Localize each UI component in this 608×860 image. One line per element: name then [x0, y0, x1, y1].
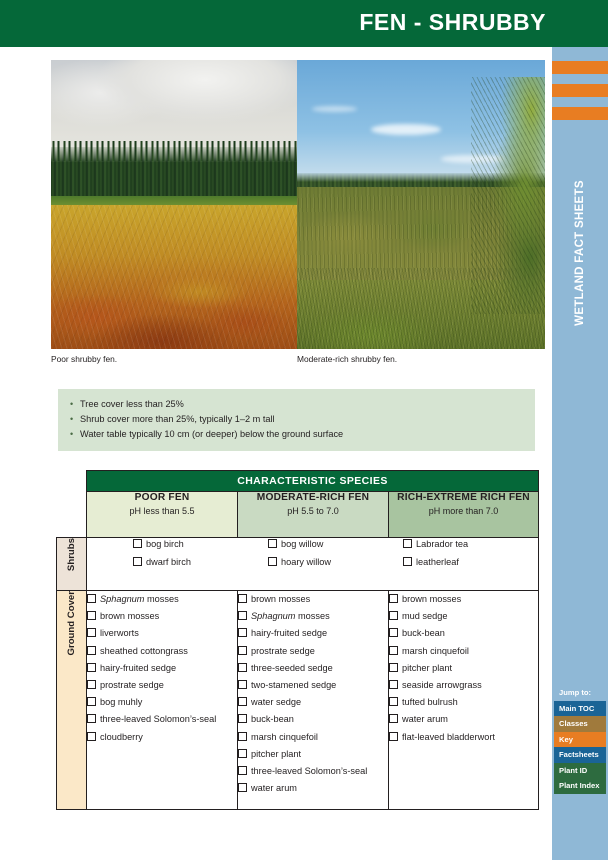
species-name: hairy-fruited sedge: [251, 628, 328, 639]
species-checkbox-row[interactable]: [268, 556, 403, 570]
species-checkbox-row[interactable]: [87, 729, 237, 746]
checkbox-icon[interactable]: [238, 646, 247, 655]
jump-button-plant-id[interactable]: Plant ID: [554, 763, 606, 779]
sidebar-stripe-3: [552, 107, 608, 120]
species-checkbox-row[interactable]: [238, 608, 388, 625]
characteristic-species-table: [56, 470, 539, 814]
species-checkbox-row[interactable]: [87, 608, 237, 625]
species-checkbox-row[interactable]: [238, 780, 388, 797]
column-header-poor-fen: [87, 492, 238, 538]
column-header-moderate-rich-fen-ph: pH 5.5 to 7.0: [287, 506, 339, 516]
bullet-icon: •: [70, 399, 74, 409]
checkbox-icon[interactable]: [389, 611, 398, 620]
species-checkbox-row[interactable]: [389, 660, 538, 677]
species-checkbox-row[interactable]: [389, 694, 538, 711]
species-checkbox-row[interactable]: [238, 591, 388, 608]
table-corner-spacer-2: [57, 492, 87, 538]
bullet-icon: •: [70, 414, 74, 425]
species-name: brown mosses: [100, 611, 160, 622]
species-name: water sedge: [251, 697, 302, 708]
checkbox-icon[interactable]: [87, 680, 96, 689]
checkbox-icon[interactable]: [268, 557, 277, 566]
species-checkbox-row[interactable]: [87, 677, 237, 694]
key-feature-item: [70, 427, 535, 442]
photo-caption-right: Moderate-rich shrubby fen.: [297, 354, 398, 364]
species-checkbox-row[interactable]: [87, 711, 237, 728]
photo2-cloud-1: [371, 124, 440, 136]
species-list-poor-fen: [87, 591, 237, 746]
species-name: pitcher plant: [251, 748, 302, 759]
species-checkbox-row[interactable]: [133, 538, 268, 552]
jump-button-classes[interactable]: Classes: [554, 716, 606, 732]
species-name: brown mosses: [402, 594, 462, 604]
bullet-icon: •: [70, 429, 74, 440]
species-name: mosses: [295, 611, 330, 622]
checkbox-icon[interactable]: [238, 680, 247, 689]
species-checkbox-row[interactable]: [389, 729, 538, 746]
ground-cover-cell-moderate-rich-fen: [238, 591, 389, 810]
species-checkbox-row[interactable]: [87, 591, 237, 608]
species-checkbox-row[interactable]: [87, 643, 237, 660]
column-header-poor-fen-ph: pH less than 5.5: [129, 506, 195, 516]
species-checkbox-row[interactable]: [87, 625, 237, 642]
jump-button-plant-index[interactable]: Plant Index: [554, 778, 606, 794]
row-label-shrubs-text: Shrubs: [66, 538, 77, 572]
photo1-ground-texture: [51, 205, 299, 350]
species-name: buck-bean: [402, 628, 445, 639]
sidebar-vertical-title: [552, 143, 608, 363]
shrubs-species-cell: [87, 538, 539, 591]
species-checkbox-row[interactable]: [238, 694, 388, 711]
species-name: pitcher plant: [402, 662, 453, 673]
column-header-moderate-rich-fen: [238, 492, 389, 538]
species-name: prostrate sedge: [100, 680, 164, 691]
row-label-ground-cover: [57, 591, 87, 810]
shrubs-species-grid: [87, 538, 538, 569]
species-checkbox-row[interactable]: [238, 643, 388, 660]
photo2-conifer-texture: [471, 77, 545, 314]
photo2-cloud-3: [312, 106, 357, 112]
checkbox-icon[interactable]: [389, 646, 398, 655]
species-name: hoary willow: [281, 556, 332, 567]
species-checkbox-row[interactable]: [87, 694, 237, 711]
species-checkbox-row[interactable]: [238, 660, 388, 677]
checkbox-icon[interactable]: [389, 697, 398, 706]
species-checkbox-row[interactable]: [238, 763, 388, 780]
checkbox-icon[interactable]: [87, 697, 96, 706]
checkbox-icon[interactable]: [238, 714, 247, 723]
table-row-title: [57, 471, 539, 492]
species-checkbox-row[interactable]: [389, 643, 538, 660]
checkbox-icon[interactable]: [238, 611, 247, 620]
species-name: marsh cinquefoil: [402, 645, 469, 656]
jump-to-nav: [554, 685, 606, 794]
checkbox-icon[interactable]: [238, 749, 247, 758]
checkbox-icon[interactable]: [87, 732, 96, 741]
species-name: bog muhly: [100, 697, 143, 708]
key-feature-text: Shrub cover more than 25%, typically 1–2 m tall: [80, 414, 275, 425]
page-title: FEN - SHRUBBY: [359, 9, 546, 35]
species-checkbox-row[interactable]: [403, 538, 538, 552]
checkbox-icon[interactable]: [238, 783, 247, 792]
sidebar-stripe-2: [552, 84, 608, 97]
page-header: [0, 0, 608, 47]
species-name: bog willow: [281, 539, 324, 549]
species-name: Labrador tea: [416, 539, 469, 549]
species-name: marsh cinquefoil: [251, 731, 318, 742]
column-header-rich-extreme-rich-fen-name: RICH-EXTREME RICH FEN: [397, 492, 530, 503]
species-genus: Sphagnum: [251, 611, 296, 622]
species-name: flat-leaved bladderwort: [402, 731, 495, 742]
photo-caption-left: Poor shrubby fen.: [51, 354, 118, 364]
species-name: prostrate sedge: [251, 645, 315, 656]
checkbox-icon[interactable]: [87, 594, 96, 603]
species-name: liverworts: [100, 628, 139, 639]
photo1-conifer-treeline: [51, 147, 299, 202]
species-name: three-leaved Solomon’s-seal: [251, 766, 368, 777]
checkbox-icon[interactable]: [268, 539, 277, 548]
species-checkbox-row[interactable]: [133, 556, 268, 570]
key-feature-item: [70, 412, 535, 427]
checkbox-icon[interactable]: [87, 714, 96, 723]
species-name: mud sedge: [402, 611, 448, 622]
row-label-shrubs: [57, 538, 87, 591]
checkbox-icon[interactable]: [87, 628, 96, 637]
checkbox-icon[interactable]: [87, 611, 96, 620]
row-label-ground-cover-text: Ground Cover: [66, 591, 77, 656]
checkbox-icon[interactable]: [403, 557, 412, 566]
sidebar-stripe-1: [552, 61, 608, 74]
checkbox-icon[interactable]: [389, 628, 398, 637]
species-genus: Sphagnum: [100, 594, 145, 604]
checkbox-icon[interactable]: [238, 766, 247, 775]
checkbox-icon[interactable]: [389, 663, 398, 672]
species-name: bog birch: [146, 539, 184, 549]
checkbox-icon[interactable]: [389, 714, 398, 723]
species-checkbox-row[interactable]: [238, 625, 388, 642]
key-feature-text: Water table typically 10 cm (or deeper) below the ground surface: [80, 429, 344, 440]
ground-cover-cell-poor-fen: [87, 591, 238, 810]
species-checkbox-row[interactable]: [238, 711, 388, 728]
checkbox-icon[interactable]: [403, 539, 412, 548]
species-checkbox-row[interactable]: [403, 556, 538, 570]
column-header-rich-extreme-rich-fen: [389, 492, 539, 538]
species-name: hairy-fruited sedge: [100, 662, 177, 673]
jump-button-factsheets[interactable]: Factsheets: [554, 747, 606, 763]
species-name: dwarf birch: [146, 556, 191, 567]
species-name: sheathed cottongrass: [100, 645, 188, 656]
species-list-moderate-rich-fen: [238, 591, 388, 797]
species-checkbox-row[interactable]: [389, 711, 538, 728]
key-feature-item: [70, 397, 535, 412]
species-name: two-stamened sedge: [251, 680, 337, 691]
column-header-poor-fen-name: POOR FEN: [134, 492, 190, 503]
species-checkbox-row[interactable]: [87, 660, 237, 677]
photo-poor-shrubby-fen: [51, 60, 299, 349]
species-name: three-seeded sedge: [251, 662, 333, 673]
species-checkbox-row[interactable]: [238, 729, 388, 746]
species-name: cloudberry: [100, 731, 143, 742]
checkbox-icon[interactable]: [389, 732, 398, 741]
jump-to-heading: Jump to:: [554, 685, 606, 701]
species-checkbox-row[interactable]: [389, 677, 538, 694]
ground-cover-cell-rich-extreme-rich-fen: [389, 591, 539, 810]
key-feature-text: Tree cover less than 25%: [80, 399, 184, 409]
table-corner-spacer: [57, 471, 87, 492]
sidebar-vertical-title-text: WETLAND FACT SHEETS: [574, 180, 586, 326]
checkbox-icon[interactable]: [389, 594, 398, 603]
checkbox-icon[interactable]: [238, 697, 247, 706]
checkbox-icon[interactable]: [87, 663, 96, 672]
species-name: three-leaved Solomon’s-seal: [100, 714, 217, 725]
species-name: water arum: [251, 783, 297, 794]
species-name: water arum: [402, 714, 448, 725]
species-name: mosses: [144, 594, 179, 604]
checkbox-icon[interactable]: [238, 628, 247, 637]
table-row-shrubs: [57, 538, 539, 591]
checkbox-icon[interactable]: [87, 646, 96, 655]
checkbox-icon[interactable]: [238, 732, 247, 741]
species-checkbox-row[interactable]: [389, 591, 538, 608]
key-features-box: [58, 389, 535, 451]
species-name: tufted bulrush: [402, 697, 458, 708]
photo-moderate-rich-shrubby-fen: [297, 60, 545, 349]
checkbox-icon[interactable]: [133, 539, 142, 548]
table-row-ground-cover: [57, 591, 539, 810]
species-list-rich-extreme-rich-fen: [389, 591, 538, 746]
species-name: buck-bean: [251, 714, 294, 725]
species-checkbox-row[interactable]: [238, 677, 388, 694]
right-sidebar: [552, 47, 608, 860]
species-checkbox-row[interactable]: [389, 608, 538, 625]
table-row-column-headers: [57, 492, 539, 538]
species-name: seaside arrowgrass: [402, 680, 482, 691]
species-checkbox-row[interactable]: [268, 538, 403, 552]
jump-button-key[interactable]: Key: [554, 732, 606, 748]
checkbox-icon[interactable]: [389, 680, 398, 689]
checkbox-icon[interactable]: [238, 663, 247, 672]
species-checkbox-row[interactable]: [389, 625, 538, 642]
checkbox-icon[interactable]: [238, 594, 247, 603]
species-name: leatherleaf: [416, 556, 459, 567]
checkbox-icon[interactable]: [133, 557, 142, 566]
species-name: brown mosses: [251, 594, 311, 604]
column-header-rich-extreme-rich-fen-ph: pH more than 7.0: [428, 506, 499, 516]
column-header-moderate-rich-fen-name: MODERATE-RICH FEN: [256, 492, 370, 503]
jump-button-main-toc[interactable]: Main TOC: [554, 701, 606, 717]
species-checkbox-row[interactable]: [238, 746, 388, 763]
table-title: CHARACTERISTIC SPECIES: [87, 471, 539, 492]
